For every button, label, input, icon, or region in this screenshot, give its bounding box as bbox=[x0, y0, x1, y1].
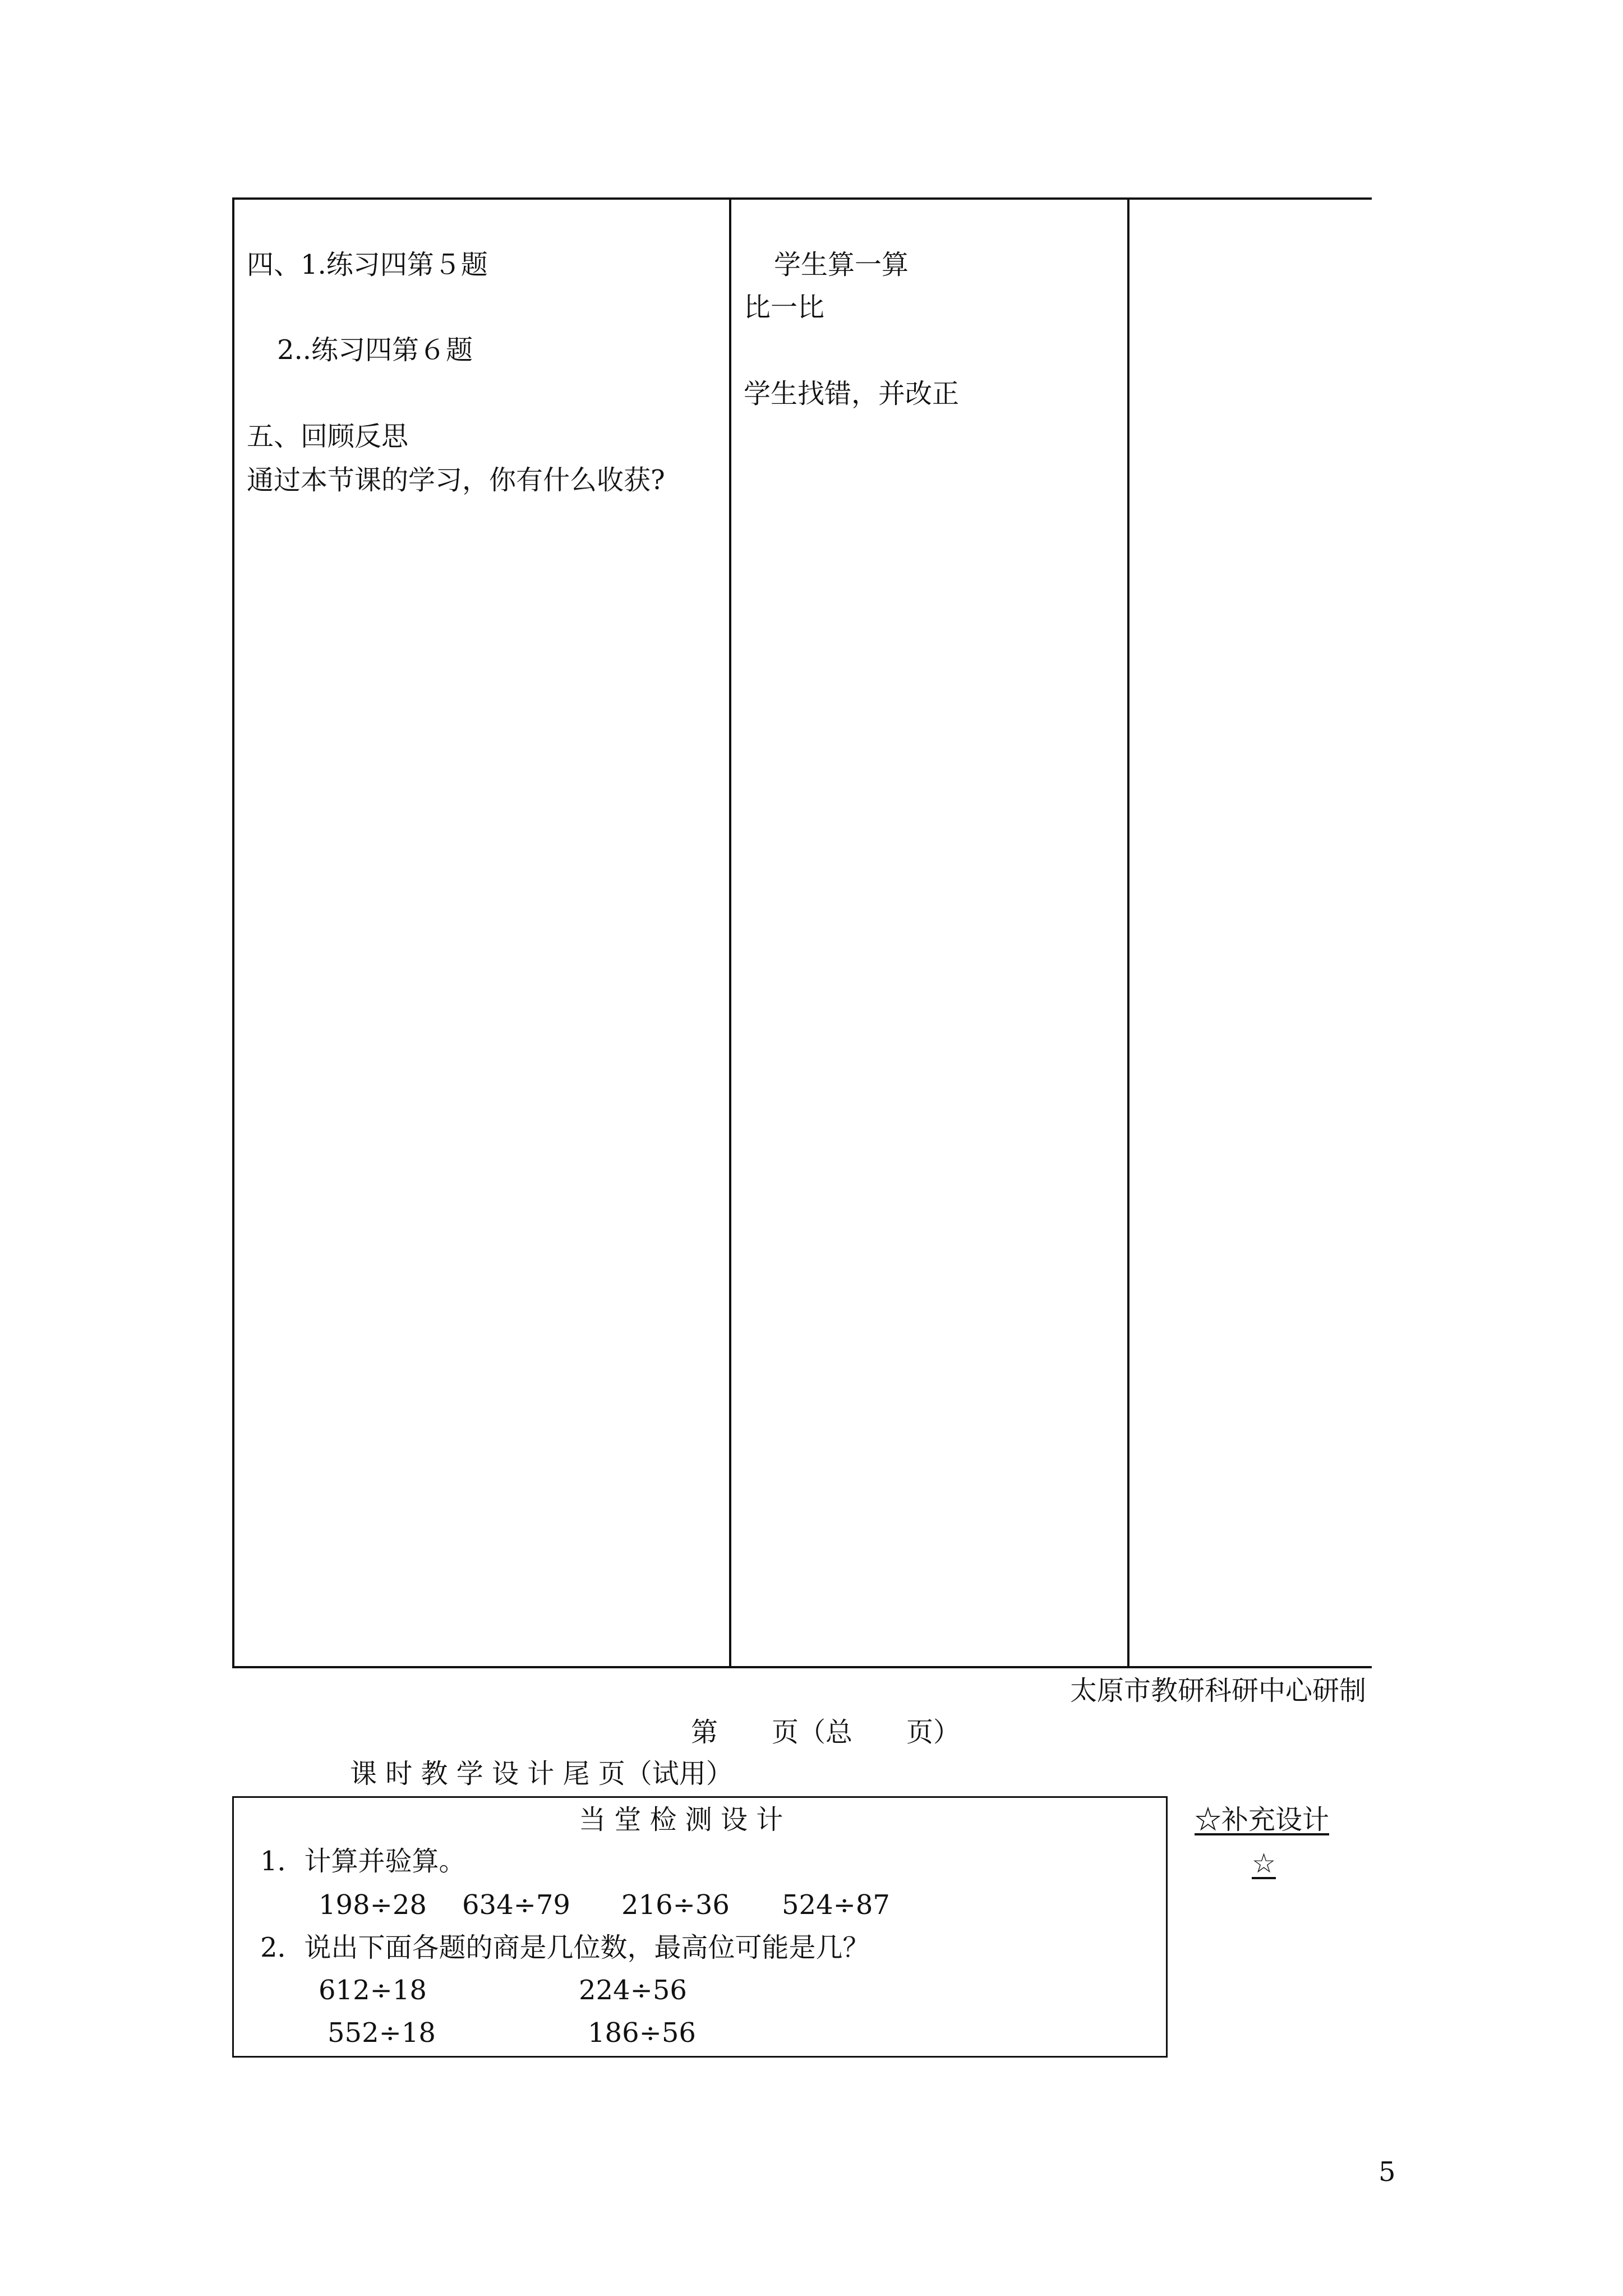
q2-expression: 224÷56 bbox=[579, 1975, 687, 2006]
check-design-heading: 当 堂 检 测 设 计 bbox=[579, 1804, 783, 1835]
q1-expression: 216÷36 bbox=[621, 1889, 730, 1921]
q1-expression: 634÷79 bbox=[462, 1889, 570, 1921]
supplement-star: ☆ bbox=[1252, 1848, 1276, 1879]
table-bottom-border bbox=[232, 1666, 1372, 1668]
supplement-design-label: ☆补充设计 bbox=[1195, 1804, 1330, 1835]
q1-expression: 198÷28 bbox=[319, 1889, 427, 1921]
q1-expression: 524÷87 bbox=[782, 1889, 890, 1921]
page-info: 第 页（总 页） bbox=[691, 1717, 961, 1748]
table-column-divider-1 bbox=[729, 197, 731, 1668]
question-2-label: 2．说出下面各题的商是几位数，最高位可能是几？ bbox=[260, 1932, 870, 1963]
page-number: 5 bbox=[1378, 2156, 1396, 2188]
credit-text: 太原市教研科研中心研制 bbox=[1070, 1675, 1367, 1706]
section-5-heading: 五、回顾反思 bbox=[247, 421, 409, 452]
section-5-question: 通过本节课的学习，你有什么收获? bbox=[247, 464, 665, 496]
q2-expression: 552÷18 bbox=[328, 2017, 436, 2049]
practice-item-1: 四、1.练习四第５题 bbox=[247, 249, 488, 280]
table-column-divider-2 bbox=[1127, 197, 1129, 1668]
question-1-label: 1．计算并验算。 bbox=[260, 1846, 466, 1877]
student-activity-1: 学生算一算 bbox=[774, 249, 909, 280]
table-top-border bbox=[232, 197, 1372, 200]
student-activity-3: 学生找错，并改正 bbox=[744, 378, 960, 409]
q2-expression: 612÷18 bbox=[319, 1975, 427, 2006]
student-activity-2: 比一比 bbox=[744, 292, 825, 323]
practice-item-2: 2..练习四第６题 bbox=[277, 334, 473, 366]
tail-page-title: 课 时 教 学 设 计 尾 页（试用） bbox=[350, 1758, 733, 1789]
table-left-border bbox=[232, 197, 234, 1668]
q2-expression: 186÷56 bbox=[588, 2017, 696, 2049]
